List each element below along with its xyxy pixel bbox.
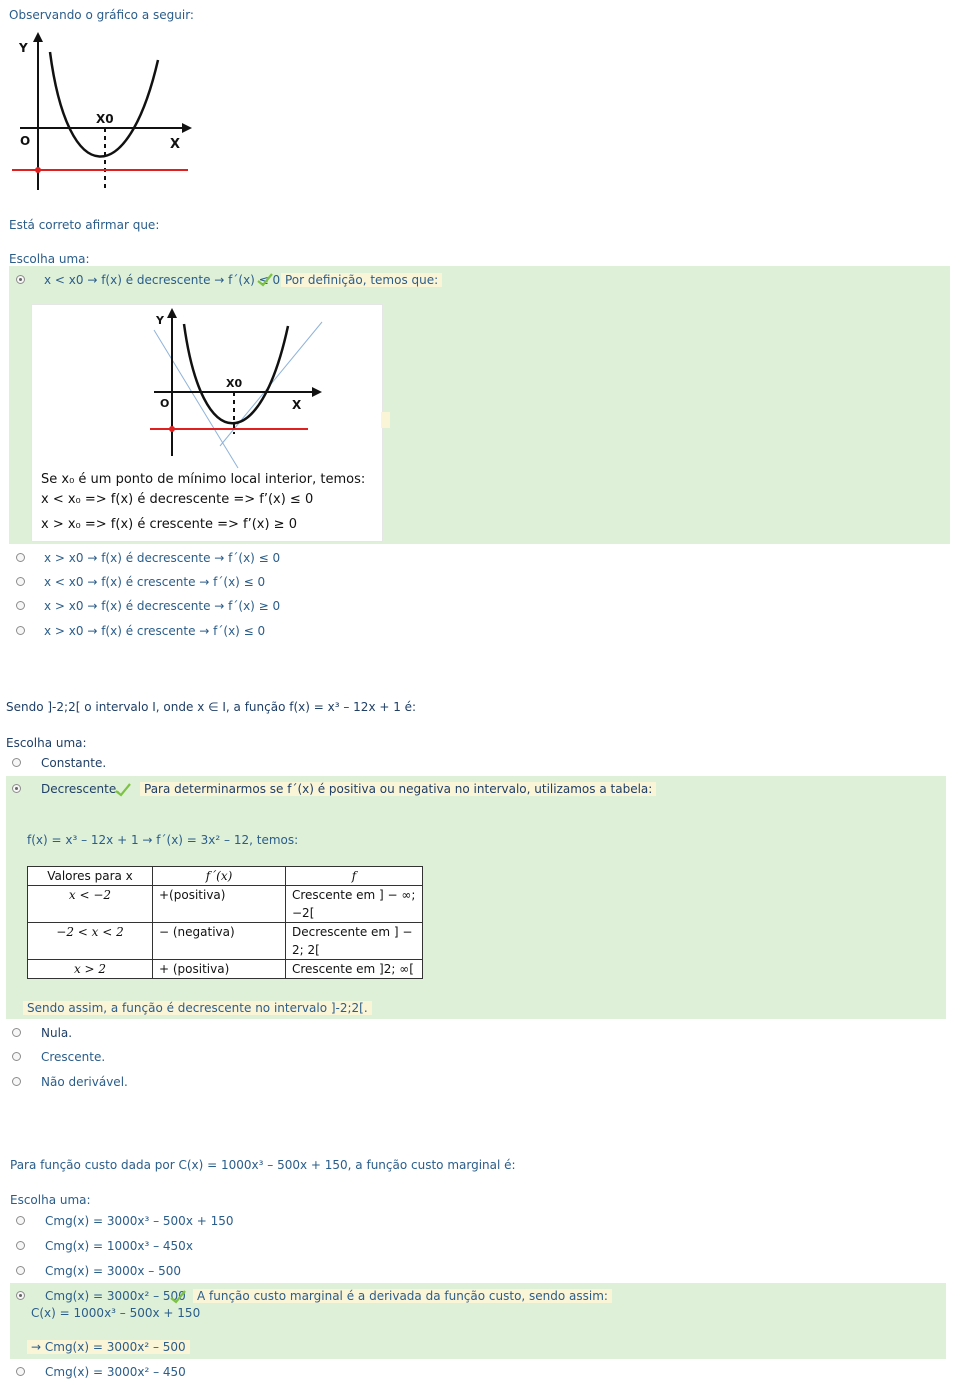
table-header: f: [286, 867, 423, 886]
parabola: [50, 52, 158, 157]
parabola: [184, 324, 288, 423]
q1-option-1-label[interactable]: x < x0 → f(x) é decrescente → f´(x) ≤ 0: [44, 273, 281, 287]
table-row: [28, 923, 423, 960]
q1-option-5-label[interactable]: x > x0 → f(x) é crescente → f´(x) ≤ 0: [44, 624, 266, 638]
table-cell: Decrescente em ] − 2; 2[: [286, 923, 423, 960]
table-cell: − (negativa): [153, 923, 286, 960]
q1-option-4-radio[interactable]: [16, 601, 25, 610]
q2-option-4-radio[interactable]: [12, 1052, 21, 1061]
graph-y-label: Y: [156, 314, 164, 327]
q3-option-4-radio[interactable]: [16, 1291, 25, 1300]
graph-x-label: X: [170, 137, 181, 152]
table-row: [28, 886, 423, 923]
table-cell: + (positiva): [153, 960, 286, 979]
q2-option-3-radio[interactable]: [12, 1028, 21, 1037]
q1-explain-line3: x > x₀ => f(x) é crescente => f’(x) ≥ 0: [41, 517, 297, 532]
y-axis-arrow: [167, 308, 177, 318]
q3-option-2-label[interactable]: Cmg(x) = 1000x³ – 450x: [45, 1239, 193, 1253]
q2-option-1-label[interactable]: Constante.: [41, 756, 107, 770]
q2-conclusion: Sendo assim, a função é decrescente no intervalo ]-2;2[.: [23, 1001, 372, 1015]
q3-feedback: A função custo marginal é a derivada da função custo, sendo assim:: [193, 1289, 612, 1303]
table-cell: x > 2: [28, 960, 153, 979]
q3-option-1-radio[interactable]: [16, 1216, 25, 1225]
q2-option-3-label[interactable]: Nula.: [41, 1026, 73, 1040]
table-cell: Crescente em ]2; ∞[: [286, 960, 423, 979]
check-icon: [257, 273, 273, 287]
y-axis-arrow: [33, 32, 43, 42]
table-cell: x < −2: [28, 886, 153, 923]
q3-option-4-label[interactable]: Cmg(x) = 3000x² – 500: [45, 1289, 186, 1303]
highlight-marker: [381, 412, 390, 428]
q2-derivative-line: f(x) = x³ – 12x + 1 → f´(x) = 3x² – 12, temos:: [27, 833, 299, 847]
q2-values-table: [27, 866, 423, 979]
table-cell: −2 < x < 2: [28, 923, 153, 960]
q3-option-2-radio[interactable]: [16, 1241, 25, 1250]
min-point-left: [169, 426, 175, 432]
q3-option-5-label[interactable]: Cmg(x) = 3000x² – 450: [45, 1365, 186, 1379]
q1-graph: [8, 30, 198, 195]
q1-option-2-radio[interactable]: [16, 553, 25, 562]
q2-option-4-label[interactable]: Crescente.: [41, 1050, 106, 1064]
q1-explanation-graph: [140, 306, 330, 471]
q3-work-line1: C(x) = 1000x³ – 500x + 150: [31, 1306, 201, 1320]
q2-choose-label: Escolha uma:: [6, 736, 87, 750]
q2-feedback: Para determinarmos se f´(x) é positiva ou negativa no intervalo, utilizamos a tabela:: [140, 782, 656, 796]
q2-option-2-radio[interactable]: [12, 784, 21, 793]
table-header: Valores para x: [28, 867, 153, 886]
q3-choose-label: Escolha uma:: [10, 1193, 91, 1207]
q2-stem: Sendo ]-2;2[ o intervalo I, onde x ∈ I, a função f(x) = x³ – 12x + 1 é:: [6, 700, 417, 714]
graph-x0-label: X0: [226, 377, 243, 390]
table-header: f´(x): [153, 867, 286, 886]
q1-option-5-radio[interactable]: [16, 626, 25, 635]
q1-statement: Está correto afirmar que:: [9, 218, 160, 232]
q1-explain-line2: x < x₀ => f(x) é decrescente => f’(x) ≤ 0: [41, 492, 314, 507]
q3-option-3-label[interactable]: Cmg(x) = 3000x – 500: [45, 1264, 182, 1278]
check-icon: [170, 1290, 186, 1304]
graph-x-label: X: [292, 398, 302, 412]
q1-option-4-label[interactable]: x > x0 → f(x) é decrescente → f´(x) ≥ 0: [44, 599, 281, 613]
graph-origin-label: O: [160, 397, 170, 410]
table-cell: Crescente em ] − ∞; −2[: [286, 886, 423, 923]
q3-work-line2: → Cmg(x) = 3000x² – 500: [27, 1340, 190, 1354]
table-cell: +(positiva): [153, 886, 286, 923]
x-axis-arrow: [312, 387, 322, 397]
q3-option-1-label[interactable]: Cmg(x) = 3000x³ – 500x + 150: [45, 1214, 234, 1228]
q1-intro: Observando o gráfico a seguir:: [9, 8, 194, 22]
q1-option-3-radio[interactable]: [16, 577, 25, 586]
q2-option-5-radio[interactable]: [12, 1077, 21, 1086]
q3-stem: Para função custo dada por C(x) = 1000x³ – 500x + 150, a função custo marginal é:: [10, 1158, 516, 1172]
table-row: [28, 960, 423, 979]
q1-option-2-label[interactable]: x > x0 → f(x) é decrescente → f´(x) ≤ 0: [44, 551, 281, 565]
q2-option-2-label[interactable]: Decrescente.: [41, 782, 121, 796]
q1-choose-label: Escolha uma:: [9, 252, 90, 266]
q1-option-1-radio[interactable]: [16, 275, 25, 284]
q2-option-5-label[interactable]: Não derivável.: [41, 1075, 128, 1089]
q1-option-3-label[interactable]: x < x0 → f(x) é crescente → f´(x) ≤ 0: [44, 575, 266, 589]
graph-origin-label: O: [20, 134, 31, 148]
q2-option-1-radio[interactable]: [12, 758, 21, 767]
q3-option-5-radio[interactable]: [16, 1367, 25, 1376]
graph-y-label: Y: [19, 41, 28, 55]
q3-option-3-radio[interactable]: [16, 1266, 25, 1275]
check-icon: [115, 783, 131, 797]
x-axis-arrow: [182, 123, 192, 133]
q1-explain-line1: Se x₀ é um ponto de mínimo local interior, temos:: [41, 472, 366, 487]
min-point-left: [35, 167, 41, 173]
q1-feedback: Por definição, temos que:: [281, 273, 442, 287]
graph-x0-label: X0: [96, 112, 114, 126]
table-header-row: [28, 867, 423, 886]
